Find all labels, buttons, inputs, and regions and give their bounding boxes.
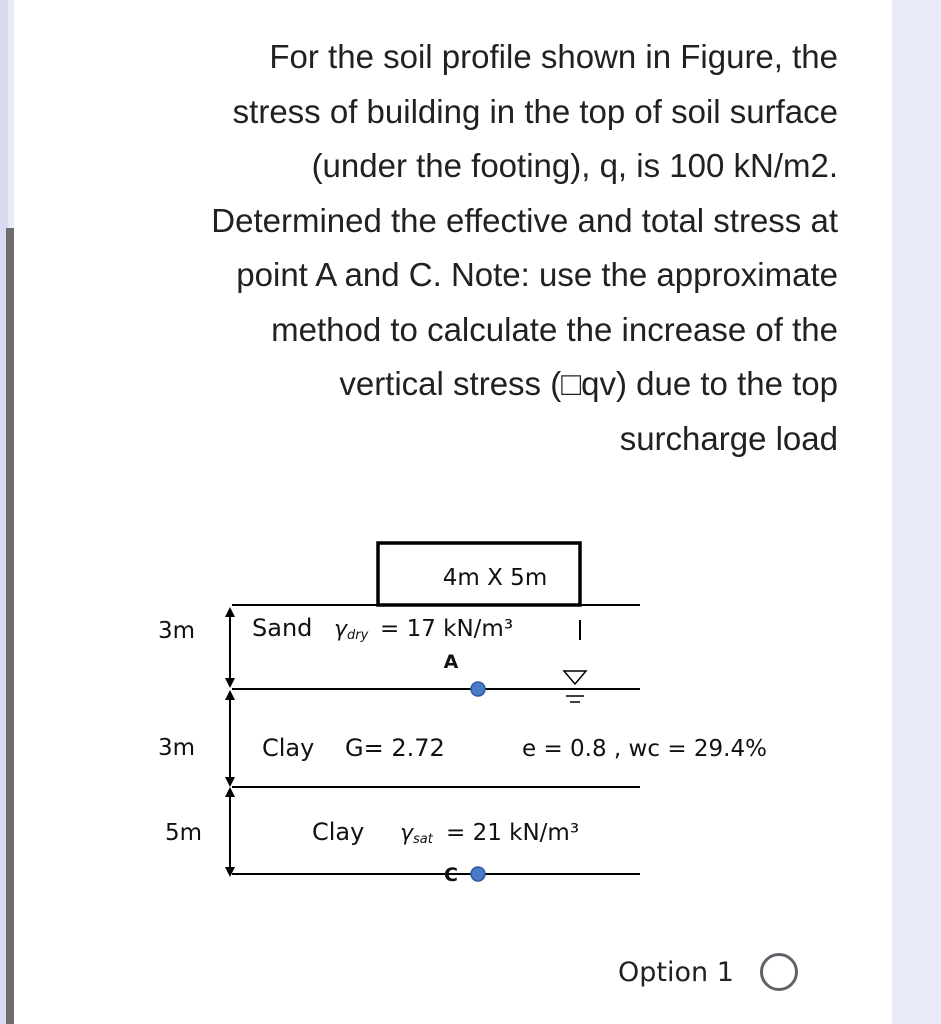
footing-label: 4m X 5m (442, 565, 548, 591)
question-line: method to calculate the increase of the (271, 310, 838, 348)
point-a-marker (471, 682, 485, 696)
point-c-marker (471, 867, 485, 881)
question-line: (under the footing), q, is 100 kN/m2. (311, 147, 838, 184)
radio-button[interactable] (760, 953, 798, 991)
gamma-dry-value: = 17 kN/m³ (380, 616, 514, 642)
gamma-sat-value: = 21 kN/m³ (446, 820, 580, 846)
layer2-name: Clay (262, 734, 315, 762)
layer3-name: Clay (312, 818, 365, 846)
option-label: Option 1 (618, 956, 734, 988)
layer1-name: Sand (252, 614, 313, 642)
answer-option[interactable] (618, 948, 798, 996)
question-line: For the soil profile shown in Figure, the (269, 38, 838, 75)
layer3-thickness: 5m (165, 820, 203, 846)
point-a-label: A (443, 651, 459, 673)
water-table-icon (564, 671, 586, 684)
question-line: point A and C. Note: use the approximate (236, 256, 838, 293)
gamma-sat-symbol: γsat (400, 821, 433, 847)
layer2-specific-gravity: G= 2.72 (345, 734, 445, 762)
question-line: stress of building in the top of soil surface (232, 92, 838, 130)
gamma-dry-symbol: γdry (334, 617, 369, 643)
point-c-label: C (444, 864, 458, 886)
question-line: surcharge load (619, 419, 838, 457)
layer2-properties: e = 0.8 , wc = 29.4% (522, 736, 767, 762)
question-line: Determined the effective and total stress at (211, 201, 838, 239)
layer2-thickness: 3m (158, 735, 196, 761)
question-line: vertical stress (□qv) due to the top (339, 365, 838, 402)
layer1-thickness: 3m (158, 618, 196, 644)
